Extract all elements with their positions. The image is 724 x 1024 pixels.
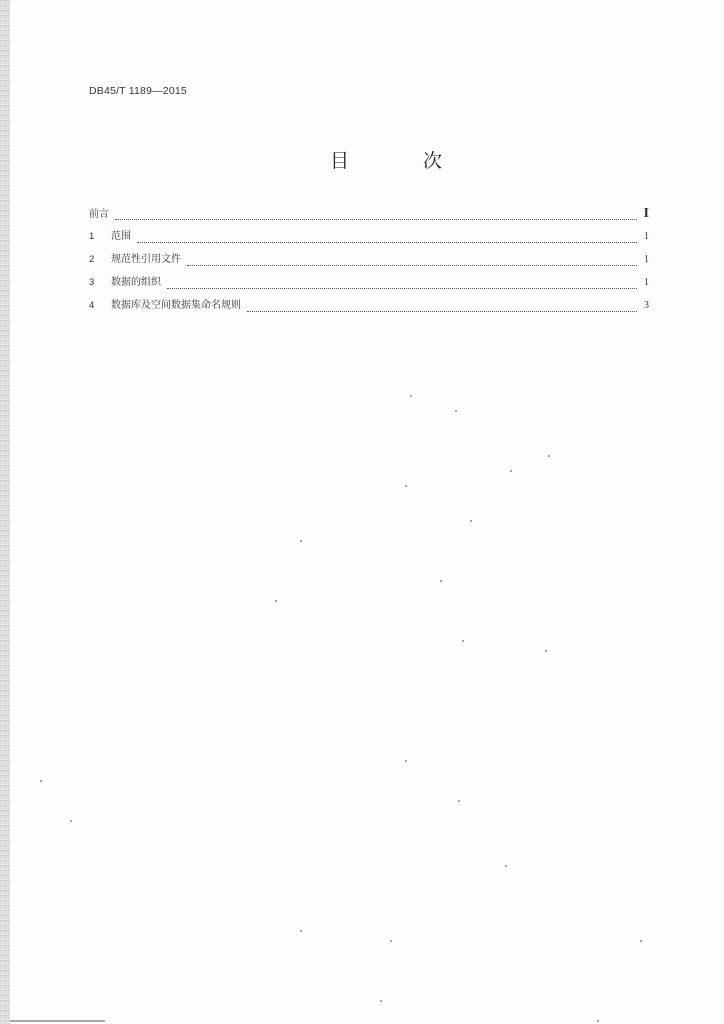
dot-leader (247, 311, 637, 312)
scan-speck (300, 930, 302, 932)
scan-edge-line (10, 1020, 105, 1022)
scan-speck (300, 540, 302, 542)
scan-speck (455, 410, 457, 412)
toc-entry-naming-rules[interactable] (89, 296, 649, 319)
toc-entry-label: 范围 (111, 231, 131, 242)
scan-speck (380, 1000, 382, 1002)
scan-speck (640, 940, 642, 942)
scan-speck (275, 600, 277, 602)
dot-leader (167, 288, 637, 289)
dot-leader (115, 219, 637, 220)
toc-entry-normative-references[interactable] (89, 250, 649, 273)
dot-leader (137, 242, 637, 243)
scan-speck (548, 455, 550, 457)
toc-entry-page: 1 (644, 254, 649, 265)
scan-speck (405, 760, 407, 762)
dot-leader (187, 265, 637, 266)
toc-entry-label: 数据的组织 (111, 277, 161, 288)
scan-edge-noise (0, 0, 10, 1024)
table-of-contents (89, 205, 649, 319)
toc-entry-number: 2 (89, 254, 95, 265)
scan-speck (410, 395, 412, 397)
toc-entry-page: 1 (644, 231, 649, 242)
scan-speck (462, 640, 464, 642)
toc-entry-label: 前言 (89, 209, 109, 220)
toc-entry-number: 3 (89, 277, 95, 288)
toc-entry-foreword[interactable] (89, 205, 649, 227)
toc-entry-number: 4 (89, 300, 95, 311)
toc-entry-page: 1 (644, 277, 649, 288)
toc-entry-label: 规范性引用文件 (111, 254, 181, 265)
toc-title: 目 次 (330, 150, 477, 172)
scan-speck (40, 780, 42, 782)
scan-speck (390, 940, 392, 942)
scan-speck (458, 800, 460, 802)
toc-entry-scope[interactable] (89, 227, 649, 250)
toc-entry-page: 3 (644, 300, 649, 311)
toc-entry-data-organization[interactable] (89, 273, 649, 296)
scan-speck (470, 520, 472, 522)
scan-speck (597, 1020, 599, 1022)
scan-speck (505, 865, 507, 867)
scan-speck (545, 650, 547, 652)
document-id: DB45/T 1189—2015 (89, 85, 187, 97)
scan-speck (440, 580, 442, 582)
scan-speck (405, 485, 407, 487)
toc-entry-number: 1 (89, 231, 95, 242)
toc-entry-page: I (643, 206, 649, 221)
scan-speck (70, 820, 72, 822)
toc-entry-label: 数据库及空间数据集命名规则 (111, 300, 241, 311)
scan-speck (510, 470, 512, 472)
